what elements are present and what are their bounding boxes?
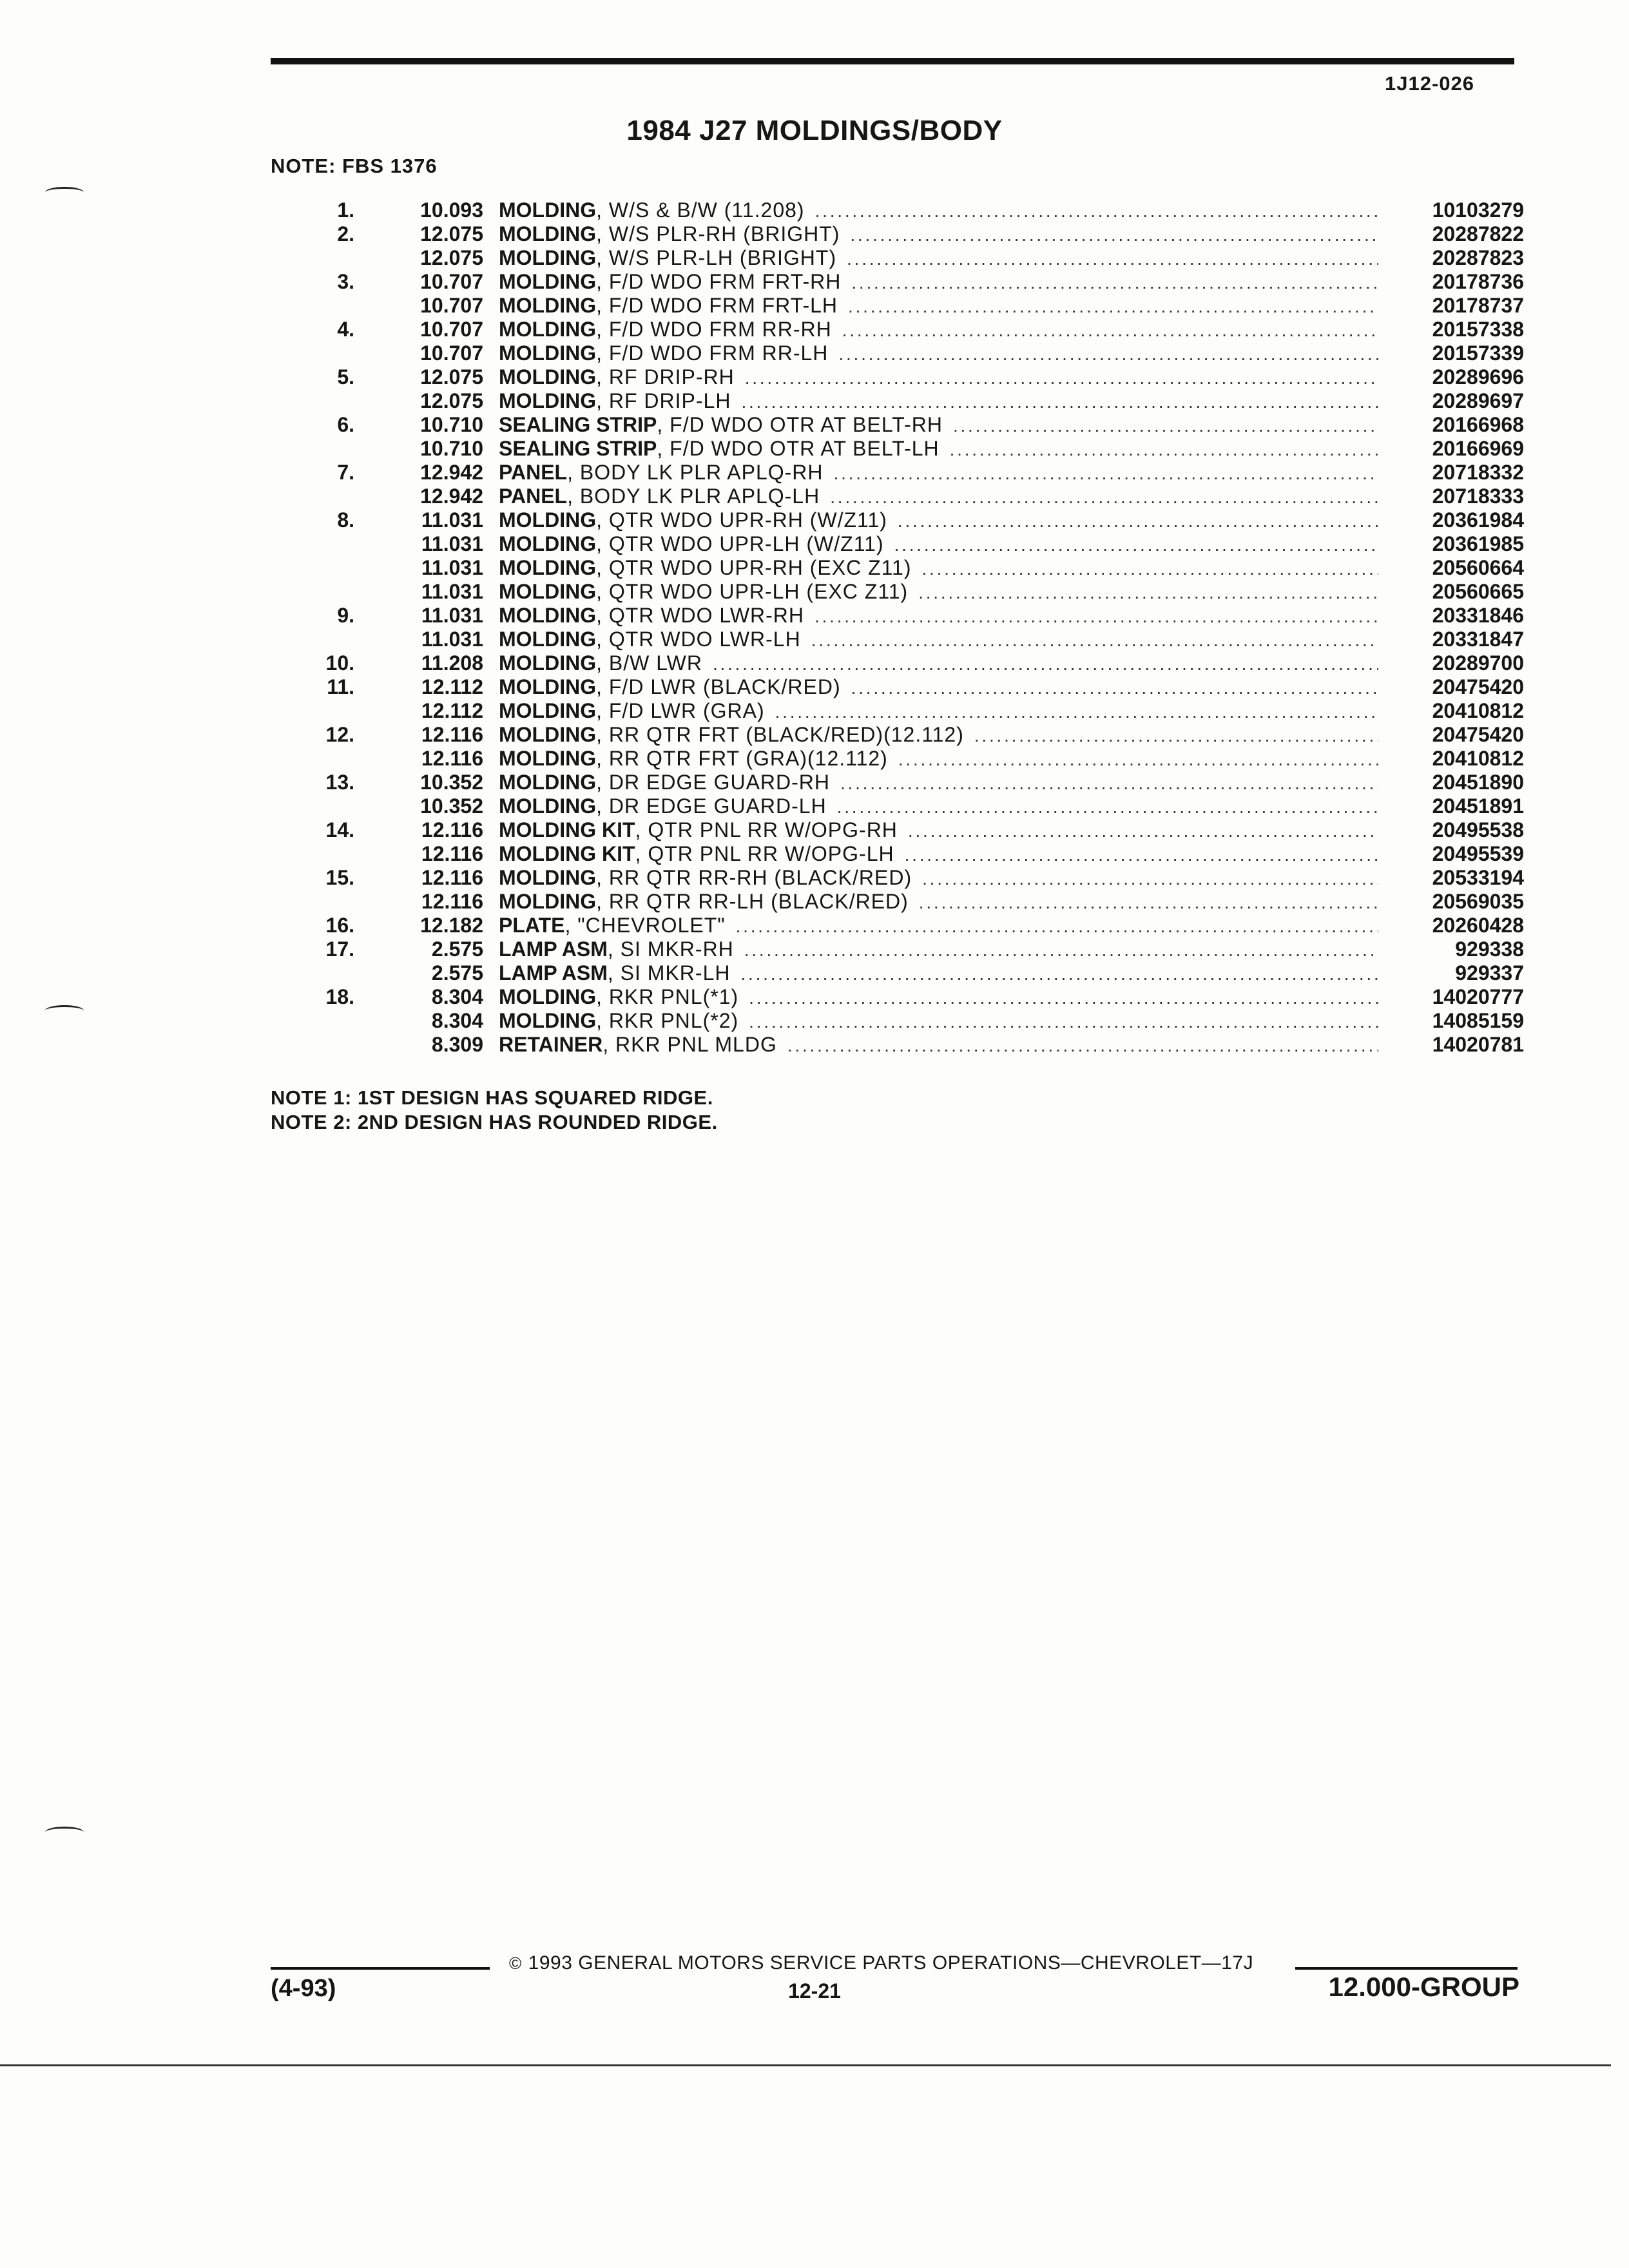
footer-rule-right bbox=[1295, 1967, 1518, 1970]
part-detail: , RKR PNL MLDG bbox=[602, 1033, 777, 1056]
part-name: MOLDING bbox=[499, 890, 597, 913]
group-code: 8.309 bbox=[431, 1033, 483, 1056]
item-number: 2. bbox=[337, 222, 354, 245]
part-row bbox=[290, 866, 1524, 890]
part-number: 20410812 bbox=[1432, 747, 1524, 770]
part-description bbox=[483, 1033, 1378, 1057]
group-code: 12.942 bbox=[420, 485, 483, 508]
part-row bbox=[290, 485, 1524, 508]
part-name: MOLDING bbox=[499, 604, 597, 627]
part-row bbox=[290, 890, 1524, 914]
item-number: 17. bbox=[325, 937, 354, 961]
part-number: 929337 bbox=[1455, 961, 1524, 985]
part-detail: , RR QTR RR-LH (BLACK/RED) bbox=[596, 890, 909, 913]
part-number: 20495539 bbox=[1432, 842, 1524, 865]
part-number: 10103279 bbox=[1432, 198, 1524, 222]
part-number: 20495538 bbox=[1432, 818, 1524, 841]
revision-date: (4-93) bbox=[271, 1975, 336, 2002]
part-row bbox=[290, 341, 1524, 365]
part-name: MOLDING bbox=[499, 341, 597, 365]
part-detail: , QTR PNL RR W/OPG-RH bbox=[635, 818, 898, 841]
part-name: MOLDING bbox=[499, 508, 597, 532]
part-description bbox=[483, 222, 1378, 247]
part-name: MOLDING bbox=[499, 365, 597, 389]
part-row bbox=[290, 413, 1524, 437]
part-description bbox=[483, 485, 1378, 509]
group-code: 12.116 bbox=[421, 818, 483, 841]
part-detail: , DR EDGE GUARD-RH bbox=[596, 771, 830, 794]
binder-mark-bottom bbox=[45, 1827, 84, 1838]
part-name: MOLDING bbox=[499, 556, 597, 579]
part-number: 20289696 bbox=[1432, 365, 1524, 389]
part-name: LAMP ASM bbox=[499, 937, 608, 961]
dot-leader bbox=[713, 651, 1378, 676]
part-number: 14020781 bbox=[1432, 1033, 1524, 1056]
dot-leader bbox=[908, 818, 1378, 843]
part-description bbox=[483, 961, 1378, 986]
dot-leader bbox=[838, 341, 1378, 366]
group-code: 8.304 bbox=[431, 1009, 483, 1032]
dot-leader bbox=[894, 532, 1378, 557]
group-code: 10.707 bbox=[420, 270, 483, 293]
part-row bbox=[290, 985, 1524, 1009]
group-code: 12.075 bbox=[420, 389, 483, 412]
part-row bbox=[290, 961, 1524, 985]
part-name: MOLDING bbox=[499, 866, 597, 889]
part-number: 20331846 bbox=[1432, 604, 1524, 627]
dot-leader bbox=[741, 389, 1378, 414]
part-description bbox=[483, 318, 1378, 342]
part-detail: , BODY LK PLR APLQ-LH bbox=[567, 485, 820, 508]
bottom-rule bbox=[0, 2064, 1611, 2066]
part-detail: , DR EDGE GUARD-LH bbox=[596, 794, 827, 818]
dot-leader bbox=[840, 771, 1378, 795]
end-notes bbox=[271, 1086, 718, 1135]
part-row bbox=[290, 842, 1524, 866]
note-1: NOTE 1: 1ST DESIGN HAS SQUARED RIDGE. bbox=[271, 1086, 713, 1109]
item-number: 7. bbox=[337, 461, 354, 484]
part-description bbox=[483, 294, 1378, 318]
part-detail: , BODY LK PLR APLQ-RH bbox=[567, 461, 824, 484]
part-row bbox=[290, 675, 1524, 699]
part-number: 14020777 bbox=[1432, 985, 1524, 1008]
part-description bbox=[483, 699, 1378, 724]
group-code: 10.707 bbox=[420, 341, 483, 365]
part-description bbox=[483, 508, 1378, 533]
item-number: 6. bbox=[337, 413, 354, 436]
group-code: 12.116 bbox=[421, 890, 483, 913]
part-row bbox=[290, 461, 1524, 485]
part-number: 20361984 bbox=[1432, 508, 1524, 532]
dot-leader bbox=[787, 1033, 1378, 1057]
dot-leader bbox=[851, 270, 1378, 294]
part-name: MOLDING bbox=[499, 771, 597, 794]
part-row bbox=[290, 604, 1524, 628]
part-name: MOLDING bbox=[499, 389, 597, 412]
part-description bbox=[483, 985, 1378, 1010]
part-name: MOLDING KIT bbox=[499, 842, 635, 865]
part-detail: , QTR WDO UPR-RH (EXC Z11) bbox=[596, 556, 912, 579]
dot-leader bbox=[775, 699, 1378, 724]
part-detail: , B/W LWR bbox=[596, 651, 702, 675]
group-code: 2.575 bbox=[431, 961, 483, 985]
part-name: MOLDING bbox=[499, 318, 597, 341]
part-description bbox=[483, 246, 1378, 271]
part-row bbox=[290, 914, 1524, 937]
item-number: 14. bbox=[325, 818, 354, 841]
part-number: 20166969 bbox=[1432, 437, 1524, 460]
part-detail: , W/S PLR-RH (BRIGHT) bbox=[596, 222, 840, 245]
part-description bbox=[483, 437, 1378, 461]
part-detail: , F/D LWR (BLACK/RED) bbox=[596, 675, 841, 698]
item-number: 18. bbox=[325, 985, 354, 1008]
dot-leader bbox=[950, 437, 1378, 461]
dot-leader bbox=[851, 675, 1378, 700]
dot-leader bbox=[749, 1009, 1378, 1033]
part-name: SEALING STRIP bbox=[499, 413, 657, 436]
part-number: 20260428 bbox=[1432, 914, 1524, 937]
part-number: 20287822 bbox=[1432, 222, 1524, 245]
part-number: 20289700 bbox=[1432, 651, 1524, 675]
dot-leader bbox=[974, 723, 1378, 747]
parts-list bbox=[290, 198, 1524, 1057]
part-row bbox=[290, 723, 1524, 747]
part-description bbox=[483, 866, 1378, 890]
part-detail: , RF DRIP-RH bbox=[596, 365, 735, 389]
part-description bbox=[483, 937, 1378, 962]
group-code: 11.208 bbox=[421, 651, 483, 675]
dot-leader bbox=[815, 604, 1378, 628]
part-number: 20289697 bbox=[1432, 389, 1524, 412]
part-detail: , W/S & B/W (11.208) bbox=[596, 198, 805, 222]
part-detail: , F/D WDO OTR AT BELT-RH bbox=[657, 413, 943, 436]
group-code: 12.075 bbox=[420, 222, 483, 245]
dot-leader bbox=[837, 794, 1378, 819]
part-description bbox=[483, 341, 1378, 366]
part-number: 20451891 bbox=[1432, 794, 1524, 818]
part-description bbox=[483, 413, 1378, 437]
part-number: 20718332 bbox=[1432, 461, 1524, 484]
part-row bbox=[290, 389, 1524, 413]
group-code: 11.031 bbox=[421, 628, 483, 651]
part-row bbox=[290, 818, 1524, 842]
part-detail: , F/D WDO FRM FRT-LH bbox=[596, 294, 838, 317]
copyright-symbol: © bbox=[509, 1954, 522, 1973]
dot-leader bbox=[848, 294, 1378, 318]
group-number: 12.000-GROUP bbox=[1328, 1972, 1519, 2002]
dot-leader bbox=[953, 413, 1378, 437]
item-number: 15. bbox=[325, 866, 354, 889]
dot-leader bbox=[842, 318, 1378, 342]
part-number: 20157339 bbox=[1432, 341, 1524, 365]
dot-leader bbox=[830, 485, 1378, 509]
group-code: 12.116 bbox=[421, 723, 483, 746]
group-code: 10.352 bbox=[420, 771, 483, 794]
part-description bbox=[483, 723, 1378, 747]
part-detail: , SI MKR-LH bbox=[607, 961, 731, 985]
part-row bbox=[290, 1009, 1524, 1033]
dot-leader bbox=[918, 580, 1378, 604]
item-number: 8. bbox=[337, 508, 354, 532]
part-name: MOLDING bbox=[499, 246, 597, 269]
part-number: 20475420 bbox=[1432, 675, 1524, 698]
group-code: 10.707 bbox=[420, 294, 483, 317]
part-row bbox=[290, 318, 1524, 341]
part-row bbox=[290, 198, 1524, 222]
part-name: MOLDING bbox=[499, 270, 597, 293]
group-code: 12.116 bbox=[421, 842, 483, 865]
part-detail: , SI MKR-RH bbox=[607, 937, 734, 961]
part-detail: , F/D WDO FRM RR-RH bbox=[596, 318, 832, 341]
part-row bbox=[290, 294, 1524, 318]
dot-leader bbox=[922, 866, 1378, 890]
part-description bbox=[483, 675, 1378, 700]
part-name: MOLDING bbox=[499, 699, 597, 722]
part-number: 20560665 bbox=[1432, 580, 1524, 603]
part-name: PANEL bbox=[499, 485, 568, 508]
part-detail: , QTR WDO UPR-RH (W/Z11) bbox=[596, 508, 887, 532]
binder-mark-middle bbox=[45, 1005, 84, 1016]
part-name: MOLDING bbox=[499, 198, 597, 222]
page-title: 1984 J27 MOLDINGS/BODY bbox=[626, 115, 1003, 146]
part-number: 20410812 bbox=[1432, 699, 1524, 722]
part-detail: , QTR WDO UPR-LH (EXC Z11) bbox=[596, 580, 909, 603]
part-number: 20533194 bbox=[1432, 866, 1524, 889]
part-number: 20361985 bbox=[1432, 532, 1524, 555]
part-description bbox=[483, 389, 1378, 414]
part-number: 20178736 bbox=[1432, 270, 1524, 293]
part-detail: , RKR PNL(*2) bbox=[596, 1009, 739, 1032]
part-number: 20451890 bbox=[1432, 771, 1524, 794]
part-name: MOLDING bbox=[499, 1009, 597, 1032]
dot-leader bbox=[745, 365, 1378, 390]
dot-leader bbox=[919, 890, 1378, 914]
part-row bbox=[290, 365, 1524, 389]
part-description bbox=[483, 461, 1378, 485]
part-name: MOLDING KIT bbox=[499, 818, 635, 841]
part-name: MOLDING bbox=[499, 628, 597, 651]
dot-leader bbox=[850, 222, 1378, 247]
part-row bbox=[290, 246, 1524, 270]
part-name: MOLDING bbox=[499, 747, 597, 770]
part-detail: , RR QTR FRT (BLACK/RED)(12.112) bbox=[596, 723, 964, 746]
item-number: 9. bbox=[337, 604, 354, 627]
note-2: NOTE 2: 2ND DESIGN HAS ROUNDED RIDGE. bbox=[271, 1111, 718, 1133]
part-name: MOLDING bbox=[499, 580, 597, 603]
part-row bbox=[290, 771, 1524, 794]
part-description bbox=[483, 365, 1378, 390]
group-code: 10.352 bbox=[420, 794, 483, 818]
part-number: 20157338 bbox=[1432, 318, 1524, 341]
group-code: 12.075 bbox=[420, 246, 483, 269]
part-detail: , F/D WDO FRM RR-LH bbox=[596, 341, 829, 365]
part-description bbox=[483, 1009, 1378, 1033]
part-detail: , QTR WDO LWR-LH bbox=[596, 628, 801, 651]
part-number: 20166968 bbox=[1432, 413, 1524, 436]
part-description bbox=[483, 771, 1378, 795]
part-number: 20560664 bbox=[1432, 556, 1524, 579]
part-row bbox=[290, 580, 1524, 604]
part-row bbox=[290, 556, 1524, 580]
item-number: 12. bbox=[325, 723, 354, 746]
dot-leader bbox=[834, 461, 1378, 485]
dot-leader bbox=[740, 961, 1378, 986]
part-row bbox=[290, 794, 1524, 818]
part-description bbox=[483, 628, 1378, 652]
part-name: SEALING STRIP bbox=[499, 437, 657, 460]
part-row bbox=[290, 270, 1524, 294]
item-number: 4. bbox=[337, 318, 354, 341]
part-name: LAMP ASM bbox=[499, 961, 608, 985]
dot-leader bbox=[811, 628, 1378, 652]
part-description bbox=[483, 532, 1378, 557]
dot-leader bbox=[736, 914, 1378, 938]
group-code: 10.093 bbox=[420, 198, 483, 222]
part-name: MOLDING bbox=[499, 651, 597, 675]
part-name: MOLDING bbox=[499, 675, 597, 698]
group-code: 11.031 bbox=[421, 556, 483, 579]
dot-leader bbox=[744, 937, 1378, 962]
item-number: 13. bbox=[325, 771, 354, 794]
part-description bbox=[483, 890, 1378, 914]
part-description bbox=[483, 556, 1378, 581]
item-number: 10. bbox=[325, 651, 354, 675]
part-detail: , "CHEVROLET" bbox=[564, 914, 726, 937]
part-detail: , QTR WDO UPR-LH (W/Z11) bbox=[596, 532, 884, 555]
group-code: 11.031 bbox=[421, 580, 483, 603]
part-description bbox=[483, 651, 1378, 676]
part-description bbox=[483, 198, 1378, 223]
dot-leader bbox=[905, 842, 1378, 867]
item-number: 1. bbox=[337, 198, 354, 222]
part-description bbox=[483, 794, 1378, 819]
group-code: 10.707 bbox=[420, 318, 483, 341]
part-detail: , RKR PNL(*1) bbox=[596, 985, 739, 1008]
part-detail: , RR QTR RR-RH (BLACK/RED) bbox=[596, 866, 912, 889]
part-number: 20331847 bbox=[1432, 628, 1524, 651]
part-number: 20569035 bbox=[1432, 890, 1524, 913]
dot-leader bbox=[898, 747, 1378, 771]
part-name: MOLDING bbox=[499, 723, 597, 746]
part-description bbox=[483, 604, 1378, 628]
dot-leader bbox=[922, 556, 1379, 581]
group-code: 12.075 bbox=[420, 365, 483, 389]
part-name: MOLDING bbox=[499, 532, 597, 555]
dot-leader bbox=[815, 198, 1378, 223]
group-code: 12.112 bbox=[421, 699, 483, 722]
group-code: 8.304 bbox=[431, 985, 483, 1008]
part-row bbox=[290, 699, 1524, 723]
part-name: MOLDING bbox=[499, 222, 597, 245]
part-row bbox=[290, 628, 1524, 651]
group-code: 11.031 bbox=[421, 508, 483, 532]
document-code: 1J12-026 bbox=[1384, 72, 1474, 95]
item-number: 11. bbox=[327, 675, 354, 698]
part-row bbox=[290, 508, 1524, 532]
part-row bbox=[290, 747, 1524, 771]
part-row bbox=[290, 1033, 1524, 1057]
part-detail: , RF DRIP-LH bbox=[596, 389, 731, 412]
binder-mark-top bbox=[45, 187, 84, 198]
part-description bbox=[483, 818, 1378, 843]
group-code: 10.710 bbox=[420, 437, 483, 460]
part-number: 20475420 bbox=[1432, 723, 1524, 746]
part-row bbox=[290, 651, 1524, 675]
dot-leader bbox=[898, 508, 1378, 533]
part-detail: , F/D WDO FRM FRT-RH bbox=[596, 270, 842, 293]
part-description bbox=[483, 270, 1378, 294]
item-number: 16. bbox=[325, 914, 354, 937]
part-number: 929338 bbox=[1455, 937, 1524, 961]
part-detail: , W/S PLR-LH (BRIGHT) bbox=[596, 246, 837, 269]
part-detail: , F/D LWR (GRA) bbox=[596, 699, 765, 722]
part-name: MOLDING bbox=[499, 294, 597, 317]
group-code: 11.031 bbox=[421, 532, 483, 555]
part-row bbox=[290, 437, 1524, 461]
group-code: 12.116 bbox=[421, 747, 483, 770]
part-name: MOLDING bbox=[499, 794, 597, 818]
item-number: 3. bbox=[337, 270, 354, 293]
part-detail: , RR QTR FRT (GRA)(12.112) bbox=[596, 747, 888, 770]
dot-leader bbox=[749, 985, 1378, 1010]
part-name: RETAINER bbox=[499, 1033, 603, 1056]
fbs-note: NOTE: FBS 1376 bbox=[271, 155, 438, 177]
part-description bbox=[483, 842, 1378, 867]
part-number: 20718333 bbox=[1432, 485, 1524, 508]
part-detail: , QTR PNL RR W/OPG-LH bbox=[635, 842, 894, 865]
part-row bbox=[290, 222, 1524, 246]
part-name: PLATE bbox=[499, 914, 565, 937]
part-description bbox=[483, 580, 1378, 604]
group-code: 12.942 bbox=[420, 461, 483, 484]
group-code: 2.575 bbox=[431, 937, 483, 961]
group-code: 10.710 bbox=[420, 413, 483, 436]
part-description bbox=[483, 747, 1378, 771]
part-row bbox=[290, 532, 1524, 556]
dot-leader bbox=[847, 246, 1378, 271]
top-rule bbox=[271, 58, 1514, 64]
group-code: 12.116 bbox=[421, 866, 483, 889]
footer-rule-left bbox=[271, 1967, 490, 1970]
group-code: 12.112 bbox=[421, 675, 483, 698]
part-number: 20178737 bbox=[1432, 294, 1524, 317]
group-code: 12.182 bbox=[420, 914, 483, 937]
part-detail: , F/D WDO OTR AT BELT-LH bbox=[657, 437, 940, 460]
part-row bbox=[290, 937, 1524, 961]
group-code: 11.031 bbox=[421, 604, 483, 627]
part-name: PANEL bbox=[499, 461, 568, 484]
copyright-line bbox=[509, 1952, 1253, 1974]
part-number: 14085159 bbox=[1432, 1009, 1524, 1032]
part-detail: , QTR WDO LWR-RH bbox=[596, 604, 805, 627]
part-description bbox=[483, 914, 1378, 938]
page-number: 12-21 bbox=[788, 1979, 841, 2003]
item-number: 5. bbox=[337, 365, 354, 389]
part-number: 20287823 bbox=[1432, 246, 1524, 269]
copyright-text: 1993 GENERAL MOTORS SERVICE PARTS OPERATIONS—CHEVROLET—17J bbox=[528, 1952, 1254, 1974]
part-name: MOLDING bbox=[499, 985, 597, 1008]
